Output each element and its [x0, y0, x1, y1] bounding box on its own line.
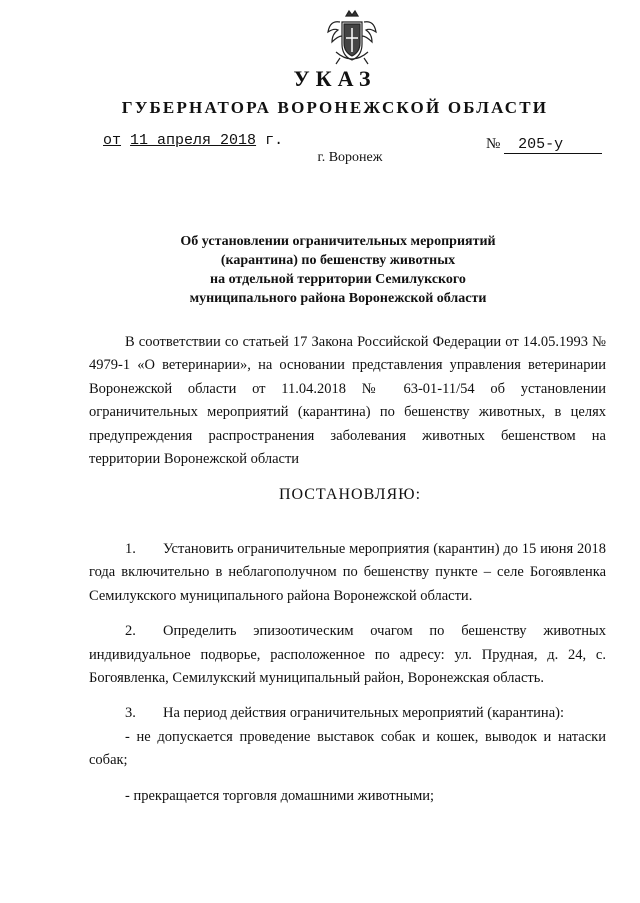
- document-issuer: ГУБЕРНАТОРА ВОРОНЕЖСКОЙ ОБЛАСТИ: [121, 98, 549, 117]
- resolution-item: [89, 702, 606, 725]
- heading-line: Об установлении ограничительных мероприятий: [180, 234, 496, 249]
- item-text: Установить ограничительные мероприятия (карантин) до 15 июня 2018 года включительно в неблагополучном по бешенству пункте – селе Богоявленка Семилукского муниципального района Воронежской области.: [89, 541, 606, 604]
- item-text: На период действия ограничительных мероприятий (карантина):: [163, 705, 564, 722]
- item-text: Определить эпизоотическим очагом по бешенству животных индивидуальное подворье, расположенное по адресу: ул. Прудная, д. 24, с. Богоявленка, Семилукский муниципальный район, Воронежская область.: [89, 623, 606, 687]
- item-number: 1.: [125, 541, 136, 557]
- resolution-items: [89, 538, 606, 808]
- preamble-paragraph: В соответствии со статьей 17 Закона Российской Федерации от 14.05.1993 № 4979-1 «О ветеринарии», на основании представления управления ветеринарии Воронежской области от 11.04.2018 № 63-01-11/54 об установлении ограничительных мероприятий (карантина) по бешенству животных, в целях предупреждения распространения заболевания животных бешенством на территории Воронежской области: [89, 334, 606, 468]
- document-heading: [150, 232, 526, 308]
- heading-line: (карантина) по бешенству животных: [220, 253, 456, 268]
- document-city: г. Воронеж: [317, 150, 383, 165]
- date-value: 11 апреля 2018: [130, 132, 257, 149]
- number-label: №: [486, 136, 501, 152]
- resolve-heading: ПОСТАНОВЛЯЮ:: [278, 486, 422, 503]
- heading-line: муниципального района Воронежской области: [189, 291, 487, 306]
- heading-line: на отдельной территории Семилукского: [210, 272, 466, 287]
- date-suffix: г.: [265, 132, 284, 149]
- document-date: [103, 132, 283, 149]
- sub-item: - прекращается торговля домашними животными;: [125, 787, 435, 804]
- date-prefix: от: [103, 132, 122, 149]
- item-number: 3.: [125, 705, 136, 722]
- sub-item: - не допускается проведение выставок собак и кошек, выводок и натаски собак;: [89, 728, 606, 769]
- item-number: 2.: [125, 623, 136, 640]
- resolution-item: [89, 620, 606, 690]
- resolution-item: [89, 538, 606, 608]
- document-title: УКАЗ: [293, 66, 377, 91]
- coat-of-arms-emblem: [326, 8, 378, 68]
- number-value: 205-у: [504, 136, 602, 154]
